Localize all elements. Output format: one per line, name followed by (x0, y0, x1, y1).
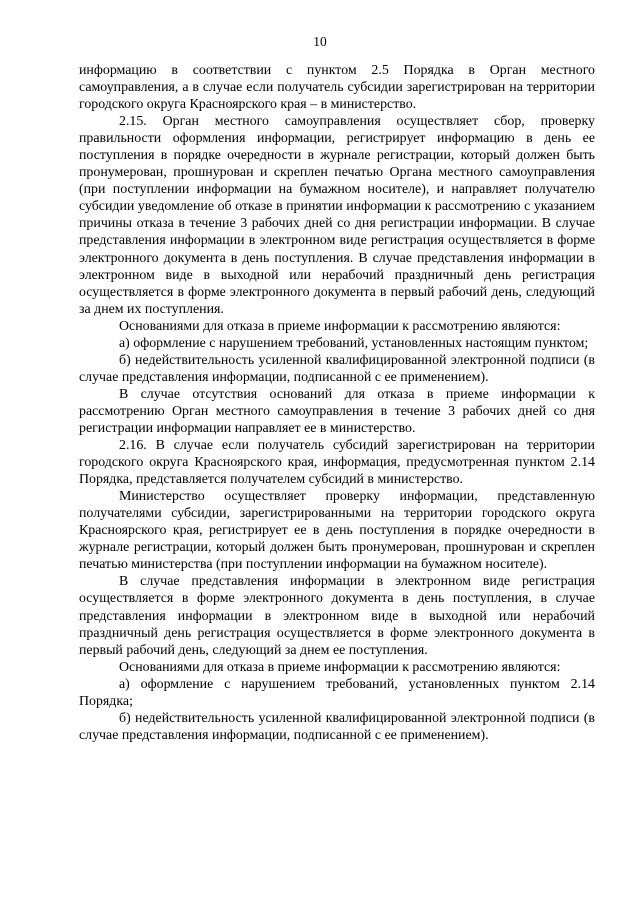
body-text (79, 62, 595, 744)
paragraph: Министерство осуществляет проверку информации, представленную получателями субсидии, зарегистрированными на территории городского округа Красноярского края, регистрирует ее в день поступления в порядке очередности в журнале регистрации, который должен быть пронумерован, прошнурован и скреплен печатью министерства (при поступлении информации на бумажном носителе). (79, 489, 595, 573)
paragraph-list-item-b: б) недействительность усиленной квалифицированной электронной подписи (в случае представления информации, подписанной с ее применением). (79, 710, 595, 743)
paragraph-list-item-a: а) оформление с нарушением требований, установленных пунктом 2.14 Порядка; (79, 676, 595, 709)
paragraph-list-item-a: а) оформление с нарушением требований, установленных настоящим пунктом; (119, 335, 589, 351)
paragraph-section-2-16: 2.16. В случае если получатель субсидий зарегистрирован на территории городского округа Красноярского края, информация, предусмотренная пунктом 2.14 Порядка, представляется получателем субсидий в министерство. (79, 438, 595, 488)
paragraph-refusal-grounds-heading: Основаниями для отказа в приеме информации к рассмотрению являются: (119, 659, 561, 675)
paragraph-list-item-b: б) недействительность усиленной квалифицированной электронной подписи (в случае представления информации, подписанной с ее применением). (79, 352, 595, 385)
paragraph: В случае отсутствия оснований для отказа в приеме информации к рассмотрению Орган местного самоуправления в течение 3 рабочих дней со дня регистрации информации направляет ее в министерство. (79, 386, 595, 436)
page-number: 10 (313, 34, 327, 49)
paragraph-refusal-grounds-heading: Основаниями для отказа в приеме информации к рассмотрению являются: (119, 318, 561, 334)
paragraph-section-2-15: 2.15. Орган местного самоуправления осуществляет сбор, проверку правильности оформления информации, регистрирует информацию в день ее поступления в порядке очередности в журнале регистрации, который должен быть пронумерован, прошнурован и скреплен печатью Органа местного самоуправления (при поступлении информации на бумажном носителе), и направляет получателю субсидии уведомление об отказе в принятии информации к рассмотрению с указанием причины отказа в течение 3 рабочих дней со дня регистрации информации. В случае представления информации в электронном виде регистрация осуществляется в форме электронного документа в день поступления. В случае представления информации в электронном виде в выходной или нерабочий праздничный день регистрация осуществляется в форме электронного документа в первый рабочий день, следующий за днем их поступления. (79, 114, 595, 317)
paragraph: В случае представления информации в электронном виде регистрация осуществляется в форме электронного документа в день поступления, в случае представления информации в электронном виде в выходной или нерабочий праздничный день регистрация осуществляется в форме электронного документа в первый рабочий день, следующий за днем ее поступления. (79, 574, 595, 658)
paragraph: информацию в соответствии с пунктом 2.5 Порядка в Орган местного самоуправления, а в случае если получатель субсидии зарегистрирован на территории городского округа Красноярского края – в министерство. (79, 63, 595, 113)
